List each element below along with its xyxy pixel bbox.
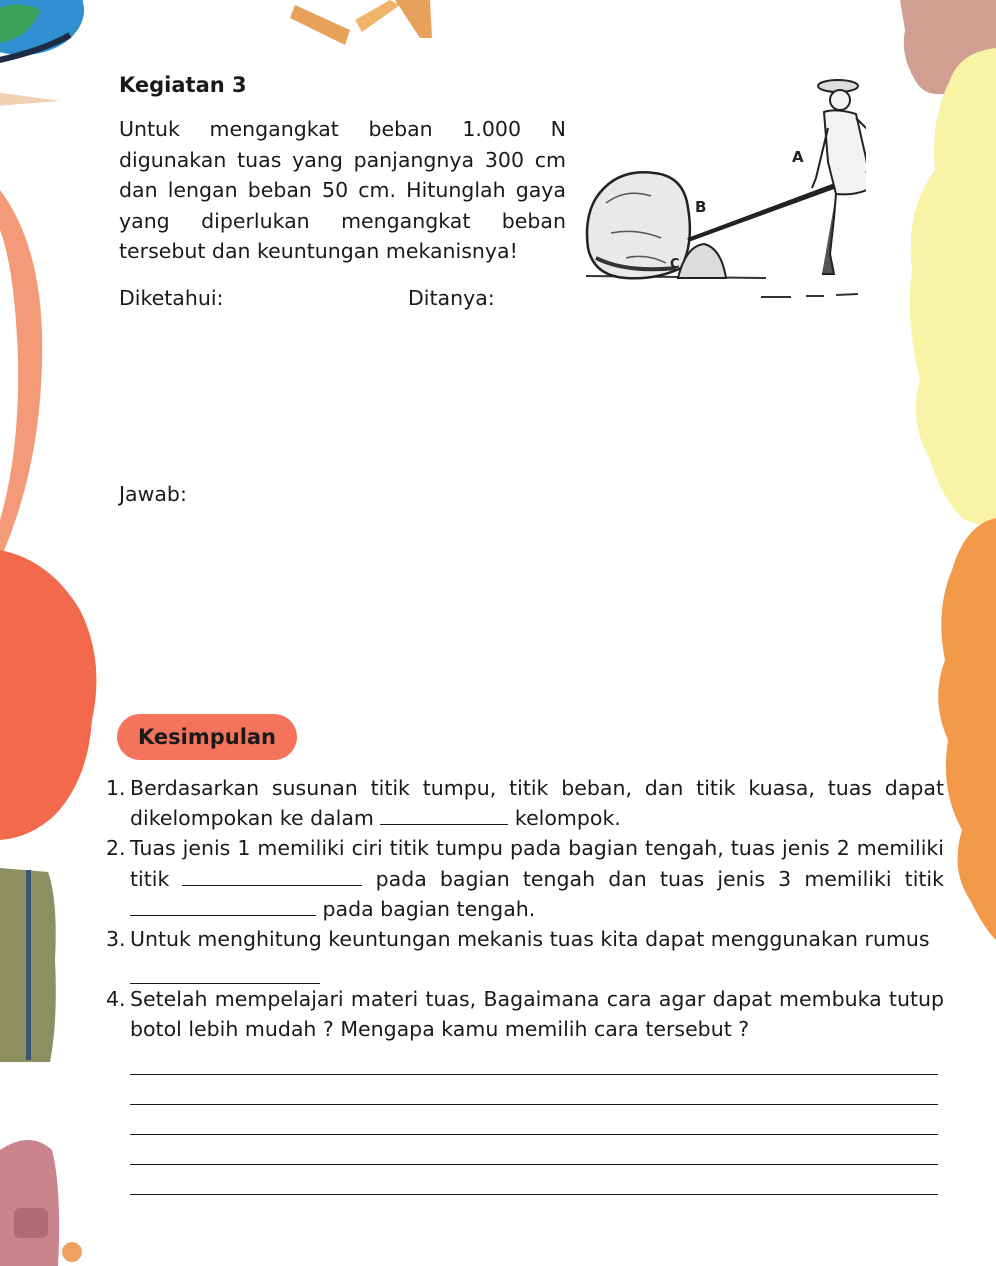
answer-blank[interactable] <box>182 865 362 886</box>
point-b-label: B <box>695 198 707 216</box>
item-number: 2. <box>106 836 126 861</box>
answer-blank[interactable] <box>130 954 320 984</box>
answer-blank[interactable] <box>380 804 508 825</box>
item-number: 4. <box>106 987 126 1012</box>
item-text: Setelah mempelajari materi tuas, Bagaimana cara agar dapat membuka tutup botol lebih mudah ? Mengapa kamu memilih cara tersebut ? <box>130 987 944 1042</box>
item-text: Tuas jenis 1 memiliki ciri titik tumpu pada bagian tengah, tuas jenis 2 memiliki titik <box>130 836 944 891</box>
conclusion-heading <box>117 714 297 760</box>
item-text: pada bagian tengah dan tuas jenis 3 memiliki titik <box>362 866 945 891</box>
answer-line[interactable] <box>130 1075 938 1105</box>
person-icon <box>812 80 866 274</box>
answer-line[interactable] <box>130 1045 938 1075</box>
orange-right-blob <box>938 518 996 940</box>
activity-title: Kegiatan 3 <box>119 73 247 97</box>
ditanya-label: Ditanya: <box>408 286 495 310</box>
conclusion-list <box>106 773 944 1195</box>
conclusion-heading-text: Kesimpulan <box>137 725 277 749</box>
conclusion-item-3 <box>106 924 944 984</box>
item-text: Berdasarkan susunan titik tumpu, titik beban, dan titik kuasa, tuas dapat dikelompokan ke dalam <box>130 776 944 831</box>
answer-line[interactable] <box>130 1135 938 1165</box>
item-number: 1. <box>106 776 126 800</box>
item-text: Untuk menghitung keuntungan mekanis tuas kita dapat menggunakan rumus <box>130 927 930 952</box>
item-number: 3. <box>106 927 126 952</box>
point-c-label: C <box>670 257 680 272</box>
lever-illustration <box>566 78 866 308</box>
conclusion-item-4 <box>106 984 944 1194</box>
conclusion-item-1 <box>106 773 944 833</box>
problem-statement: Untuk mengangkat beban 1.000 N digunakan tuas yang panjangnya 300 cm dan lengan beban 50 cm. Hitunglah gaya yang diperlukan mengangkat beban tersebut dan keuntungan mekanisnya! <box>119 117 566 263</box>
backpack-icon <box>0 1140 82 1266</box>
yellow-blob <box>910 48 996 530</box>
answer-line[interactable] <box>130 1165 938 1195</box>
answer-line[interactable] <box>130 1105 938 1135</box>
item-text: kelompok. <box>508 806 621 831</box>
salmon-arc <box>0 190 42 560</box>
answer-blank[interactable] <box>130 895 316 916</box>
point-a-label: A <box>792 148 804 166</box>
pencil-decoration <box>290 0 432 45</box>
book-icon <box>0 868 56 1062</box>
conclusion-item-2 <box>106 833 944 924</box>
item-text: pada bagian tengah. <box>316 896 536 921</box>
orange-blob <box>0 550 96 840</box>
jawab-label: Jawab: <box>119 482 187 506</box>
diketahui-label: Diketahui: <box>119 286 224 310</box>
globe-icon <box>0 0 84 106</box>
